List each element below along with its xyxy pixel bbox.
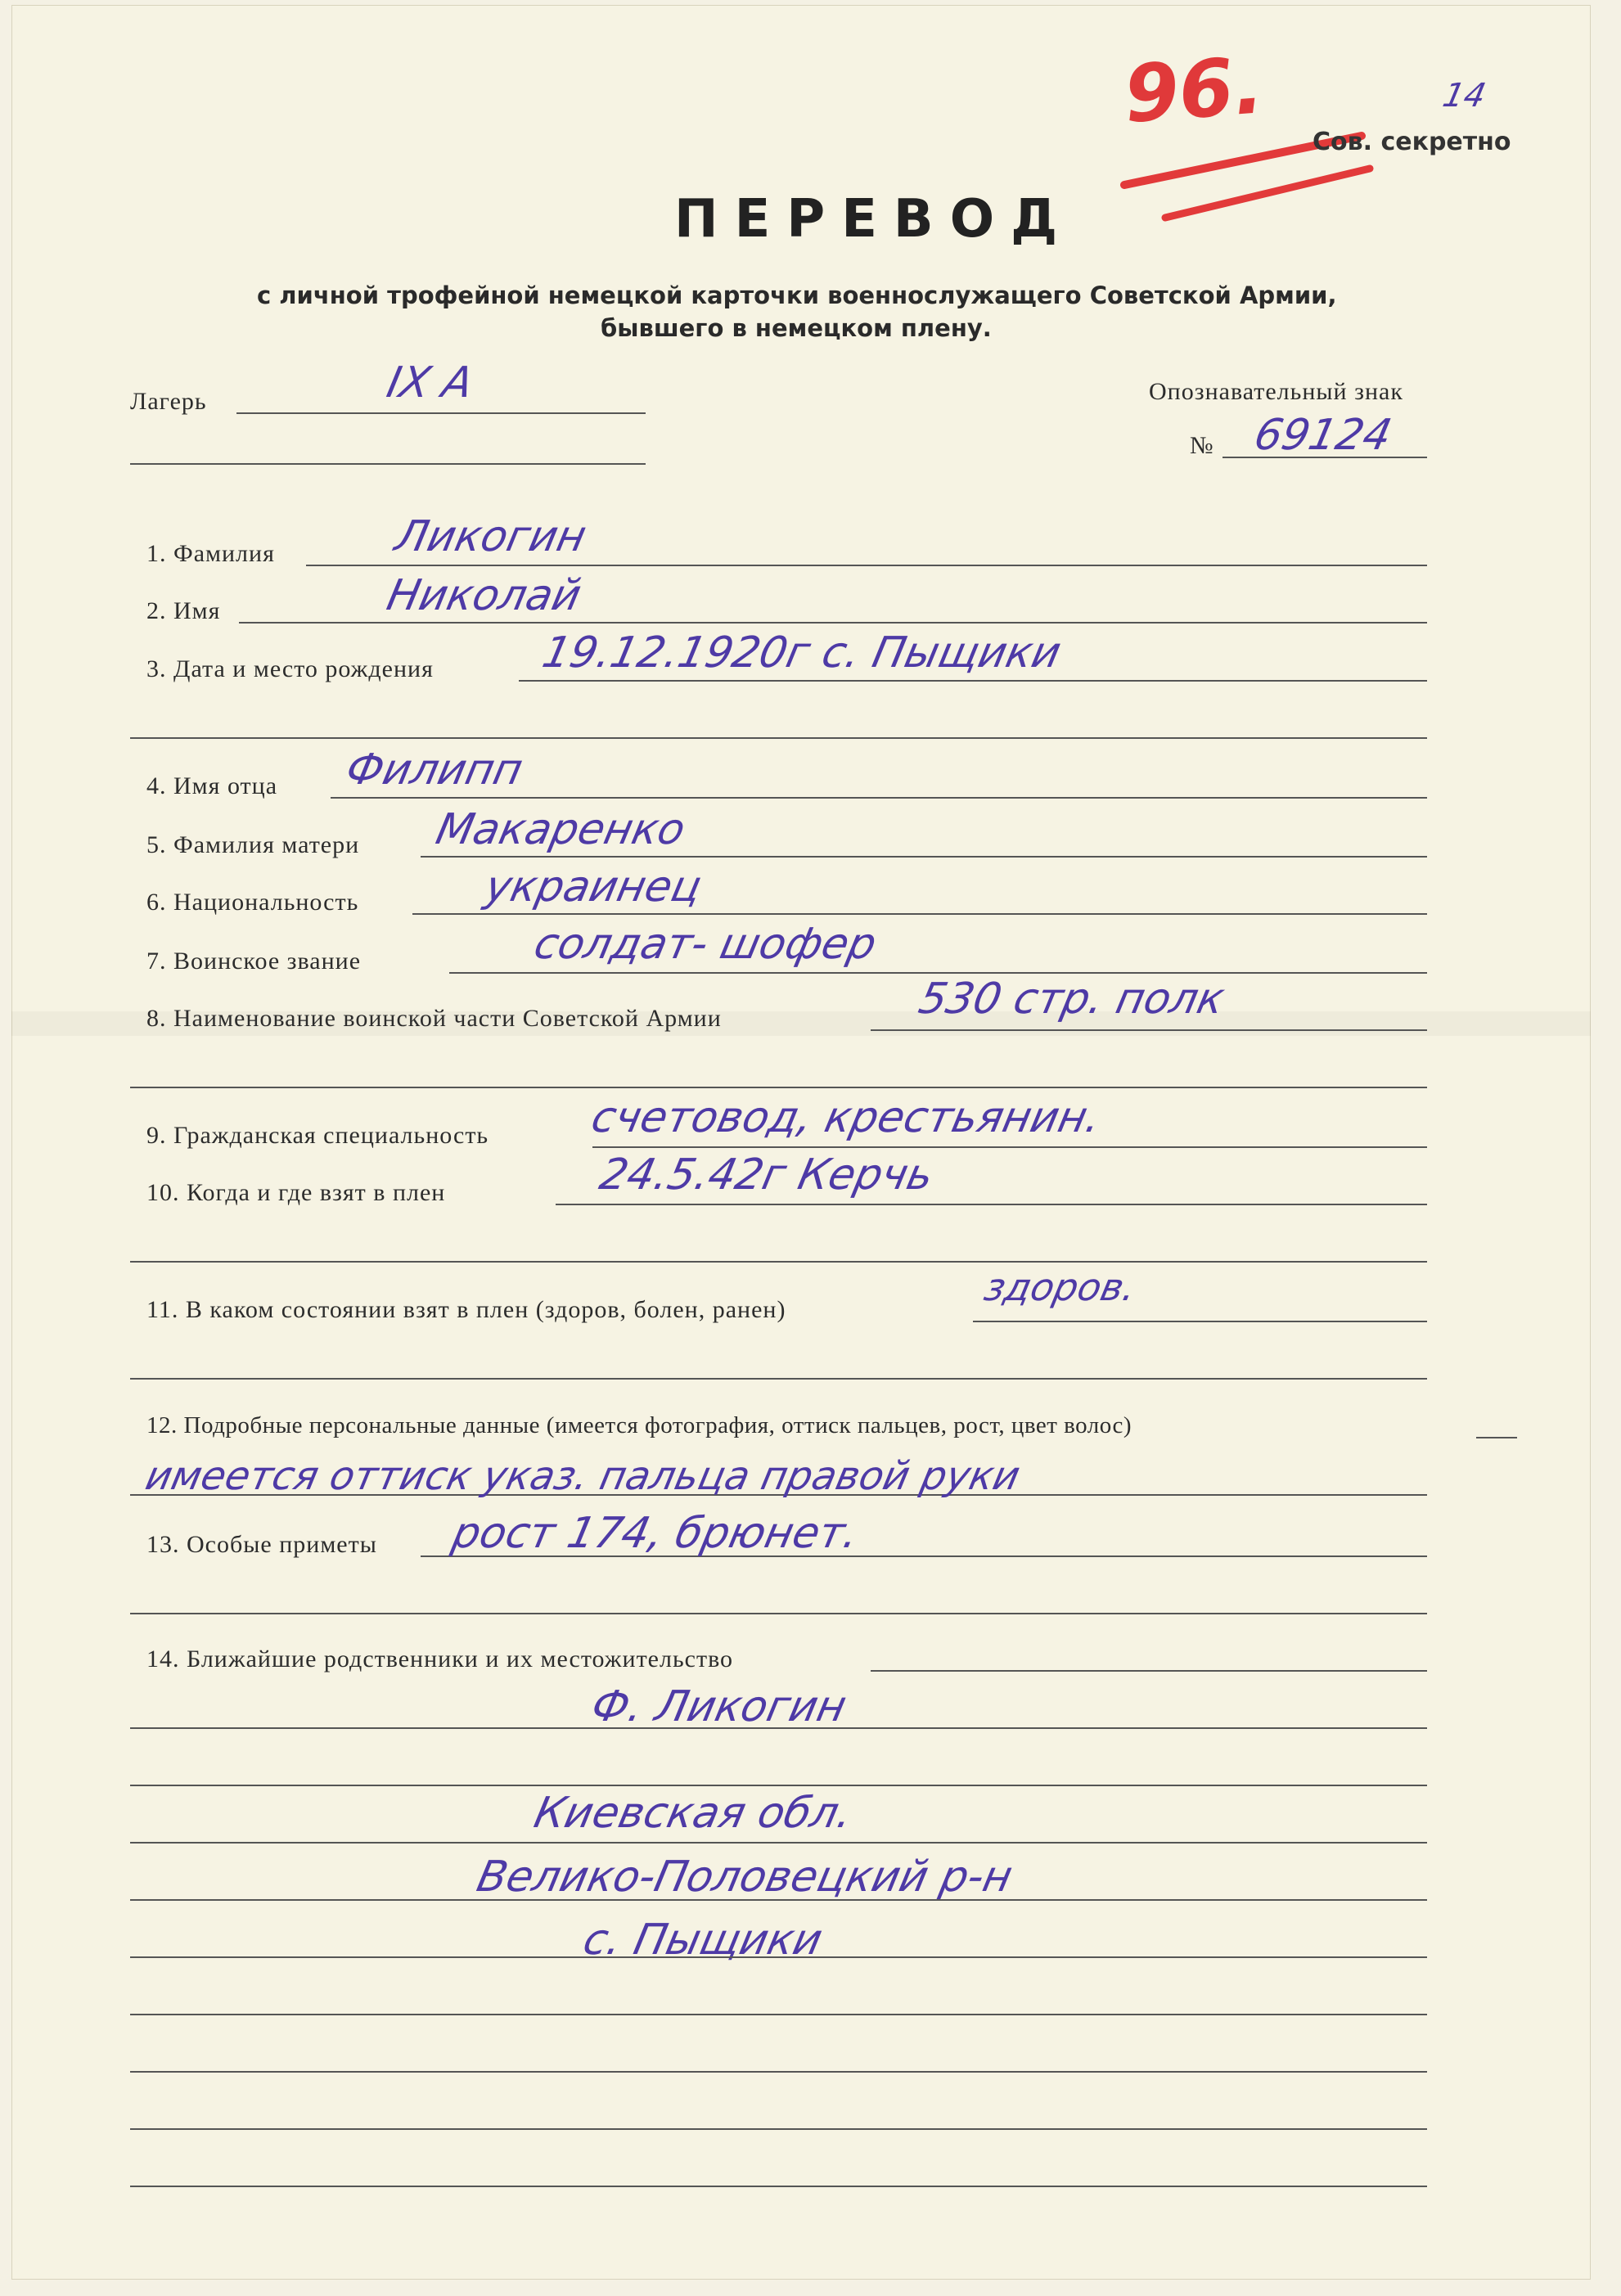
field-relatives-value-1: Ф. Ликогин [587,1682,851,1731]
field-relatives-value-4: с. Пыщики [579,1916,827,1965]
field-nationality-label: 6. Национальность [146,889,359,916]
field-birth-line-2 [130,737,1427,739]
document-title: ПЕРЕВОД [674,189,1074,250]
field-relatives-line-6 [130,1956,1427,1958]
field-relatives-line-5 [130,1899,1427,1901]
field-unit-line [871,1029,1427,1031]
field-birth-line [519,680,1427,682]
field-civil-line [592,1146,1427,1148]
field-relatives-value-3: Велико-Половецкий р-н [472,1853,1017,1902]
id-tag-label: Опознавательный знак [1149,378,1403,405]
field-unit-label: 8. Наименование воинской части Советской Армии [146,1005,722,1032]
field-name-label: 2. Имя [146,597,221,624]
field-details-label: 12. Подробные персональные данные (имеется фотография, оттиск пальцев, рост, цвет волос) [146,1412,1132,1438]
field-relatives-line-10 [130,2186,1427,2187]
camp-line-2 [130,463,646,465]
field-surname-line [306,565,1427,566]
field-details-line [1476,1437,1517,1438]
field-condition-line-2 [130,1378,1427,1380]
field-details-value: имеется оттиск указ. пальца правой руки [142,1453,1024,1499]
field-father-value: Филипп [341,745,527,795]
field-captured-value: 24.5.42г Керчь [595,1150,939,1200]
field-marks-value: рост 174, брюнет. [448,1509,863,1558]
archive-number-corner: 14 [1439,77,1489,115]
field-surname-label: 1. Фамилия [146,540,275,567]
field-relatives-line-8 [130,2071,1427,2073]
field-nationality-line [412,913,1427,915]
field-captured-line-2 [130,1261,1427,1263]
field-relatives-label: 14. Ближайшие родственники и их местожительство [146,1645,734,1672]
field-relatives-line-3 [130,1785,1427,1786]
id-tag-value: 69124 [1250,411,1396,460]
document-subtitle-line2: бывшего в немецком плену. [601,314,992,342]
camp-value: IX A [382,358,478,407]
field-mother-label: 5. Фамилия матери [146,831,360,858]
field-birth-label: 3. Дата и место рождения [146,655,434,682]
field-unit-value: 530 стр. полк [914,975,1229,1024]
field-mother-line [421,856,1427,858]
field-relatives-line-9 [130,2128,1427,2130]
field-condition-value: здоров. [980,1265,1141,1309]
camp-label: Лагерь [130,388,207,415]
document-page [11,5,1591,2280]
field-surname-value: Ликогин [390,512,591,561]
field-rank-value: солдат- шофер [529,920,881,969]
document-subtitle-line1: с личной трофейной немецкой карточки военнослужащего Советской Армии, [257,281,1337,309]
field-rank-label: 7. Воинское звание [146,948,362,975]
field-unit-line-2 [130,1087,1427,1088]
archive-number: 96. [1121,39,1267,141]
camp-line [236,412,646,414]
field-civil-value: счетовод, крестьянин. [587,1093,1105,1142]
field-mother-value: Макаренко [431,805,690,854]
field-captured-label: 10. Когда и где взят в плен [146,1179,446,1206]
field-relatives-value-2: Киевская обл. [529,1789,858,1838]
classification-label: Сов. секретно [1313,128,1511,156]
field-name-value: Николай [382,571,586,620]
field-name-line [239,622,1427,624]
id-tag-number-sign: № [1190,432,1214,459]
field-relatives-line-7 [130,2014,1427,2015]
field-father-label: 4. Имя отца [146,772,278,799]
field-father-line [331,797,1427,799]
field-captured-line [556,1204,1427,1205]
field-condition-label: 11. В каком состоянии взят в плен (здоров, болен, ранен) [146,1296,786,1323]
field-nationality-value: украинец [480,862,706,912]
field-relatives-line [871,1670,1427,1672]
field-birth-value: 19.12.1920г с. Пыщики [538,628,1065,678]
field-marks-line-2 [130,1613,1427,1614]
field-condition-line [973,1321,1427,1322]
field-rank-line [449,972,1427,974]
field-civil-label: 9. Гражданская специальность [146,1122,489,1149]
field-relatives-line-4 [130,1842,1427,1844]
field-marks-label: 13. Особые приметы [146,1531,377,1558]
